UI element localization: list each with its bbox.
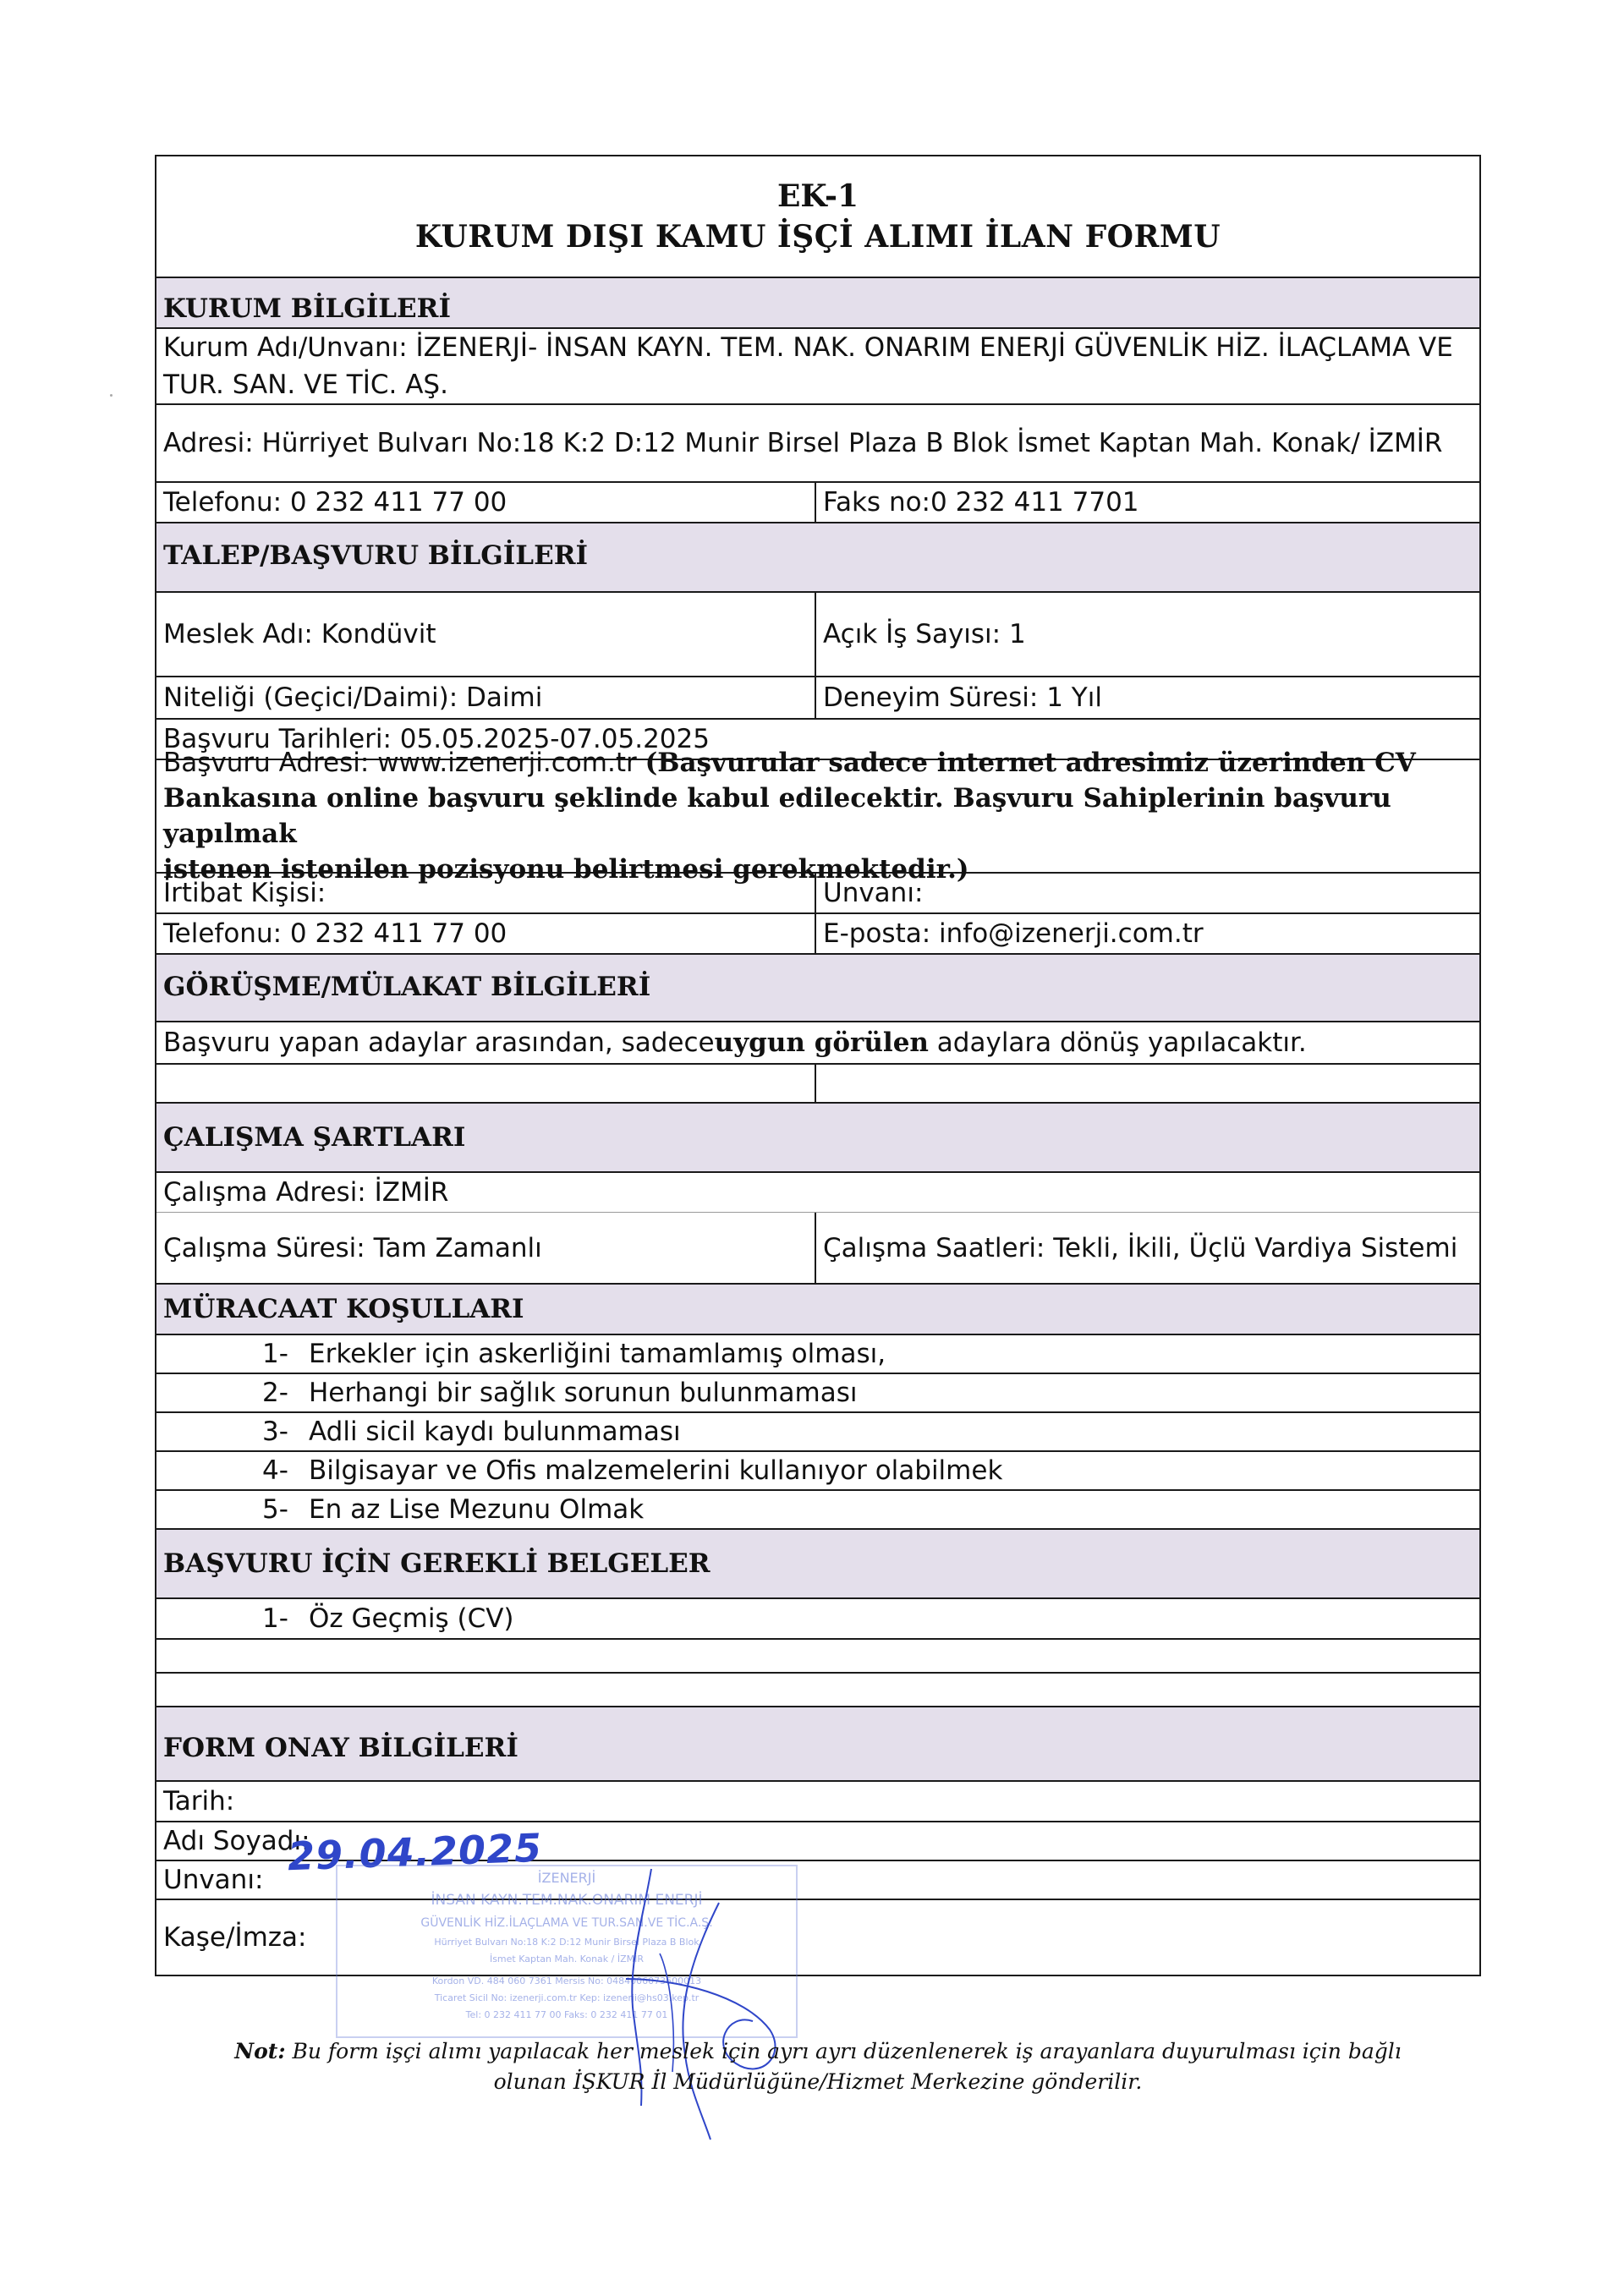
section-title-gorusme: GÖRÜŞME/MÜLAKAT BİLGİLERİ bbox=[156, 955, 1479, 1021]
stamp-line-7: Ticaret Sicil No: izenerji.com.tr Kep: izenerji@hs03.kep.tr bbox=[434, 1992, 700, 2003]
section-title-kurum: KURUM BİLGİLERİ bbox=[156, 278, 1479, 327]
muracaat-item-num: 3- bbox=[262, 1417, 288, 1447]
row-meslek bbox=[156, 593, 1479, 677]
muracaat-item-5 bbox=[156, 1491, 1479, 1530]
section-belgeler bbox=[156, 1530, 1479, 1599]
niteligi: Niteliği (Geçici/Daimi): Daimi bbox=[156, 677, 816, 718]
kurum-telefon: Telefonu: 0 232 411 77 00 bbox=[156, 483, 816, 522]
stamp-line-1: İZENERJİ bbox=[537, 1870, 596, 1886]
stamp-line-5: İsmet Kaptan Mah. Konak / İZMİR bbox=[489, 1954, 645, 1964]
note-label: Not: bbox=[234, 2039, 286, 2063]
footer-note bbox=[155, 2036, 1481, 2097]
section-kurum bbox=[156, 278, 1479, 329]
calisma-saatleri: Çalışma Saatleri: Tekli, İkili, Üçlü Vardiya Sistemi bbox=[823, 1232, 1458, 1263]
calisma-suresi: Çalışma Süresi: Tam Zamanlı bbox=[156, 1213, 816, 1283]
muracaat-item-3 bbox=[156, 1413, 1479, 1452]
belgeler-empty-row-1 bbox=[156, 1640, 1479, 1674]
row-kurum-adres bbox=[156, 405, 1479, 483]
irtibat-kisisi: İrtibat Kişisi: bbox=[156, 874, 816, 912]
basvuru-adresi-note-3: istenen istenilen pozisyonu belirtmesi gerekmektedir.) bbox=[163, 854, 969, 885]
irtibat-telefon: Telefonu: 0 232 411 77 00 bbox=[156, 914, 816, 953]
muracaat-item-text: En az Lise Mezunu Olmak bbox=[309, 1494, 645, 1525]
stamp-line-8: Tel: 0 232 411 77 00 Faks: 0 232 411 77 01 bbox=[465, 2009, 668, 2020]
row-irtibat-iletisim bbox=[156, 914, 1479, 955]
muracaat-item-num: 1- bbox=[262, 1339, 288, 1369]
row-gorusme-empty bbox=[156, 1065, 1479, 1104]
muracaat-item-text: Adli sicil kaydı bulunmaması bbox=[309, 1417, 681, 1447]
section-gorusme bbox=[156, 955, 1479, 1022]
onay-kase-label: Kaşe/İmza: bbox=[163, 1922, 307, 1953]
ilan-form bbox=[155, 155, 1481, 1976]
basvuru-adresi-note-2: Bankasına online başvuru şeklinde kabul edilecektir. Başvuru Sahiplerinin başvuru yapılmak bbox=[163, 783, 1391, 849]
form-header bbox=[156, 156, 1479, 278]
scan-speck bbox=[110, 394, 112, 397]
stamp-line-6: Kordon VD. 484 060 7361 Mersis No: 0484006073600013 bbox=[431, 1975, 702, 1986]
footer-note-line2: olunan İŞKUR İl Müdürlüğüne/Hizmet Merkezine gönderilir. bbox=[493, 2069, 1143, 2094]
gorusme-empty-right bbox=[816, 1065, 1479, 1102]
belgeler-item-num: 1- bbox=[262, 1603, 288, 1634]
kurum-adi-line1: Kurum Adı/Unvanı: İZENERJİ- İNSAN KAYN. TEM. NAK. ONARIM ENERJİ GÜVENLİK HİZ. İLAÇLAMA VE bbox=[163, 332, 1453, 363]
deneyim-suresi: Deneyim Süresi: 1 Yıl bbox=[823, 682, 1102, 713]
gorusme-text-bold: uygun görülen bbox=[714, 1027, 929, 1058]
muracaat-item-num: 2- bbox=[262, 1378, 288, 1408]
section-title-muracaat: MÜRACAAT KOŞULLARI bbox=[156, 1285, 1479, 1334]
irtibat-unvani: Unvanı: bbox=[823, 878, 924, 908]
muracaat-item-2 bbox=[156, 1374, 1479, 1413]
section-calisma bbox=[156, 1104, 1479, 1173]
muracaat-item-text: Bilgisayar ve Ofis malzemelerini kullanıyor olabilmek bbox=[309, 1455, 1003, 1486]
section-title-calisma: ÇALIŞMA ŞARTLARI bbox=[156, 1104, 1479, 1171]
basvuru-adresi-prefix: Başvuru Adresi: www.izenerji.com.tr bbox=[163, 748, 645, 778]
row-onay-tarih bbox=[156, 1782, 1479, 1822]
row-basvuru-adresi bbox=[156, 748, 1479, 885]
row-calisma-adres bbox=[156, 1173, 1479, 1212]
basvuru-adresi-cell bbox=[156, 748, 1479, 885]
onay-unvani-label: Unvanı: bbox=[163, 1865, 264, 1895]
meslek-adi: Meslek Adı: Kondüvit bbox=[156, 593, 816, 676]
belgeler-item-text: Öz Geçmiş (CV) bbox=[309, 1603, 514, 1634]
muracaat-item-4 bbox=[156, 1452, 1479, 1491]
muracaat-item-1 bbox=[156, 1335, 1479, 1374]
kurum-adi-cell bbox=[156, 329, 1479, 403]
belgeler-empty-row-2 bbox=[156, 1674, 1479, 1707]
muracaat-item-text: Erkekler için askerliğini tamamlamış olması, bbox=[309, 1339, 886, 1369]
stamp-line-4: Hürriyet Bulvarı No:18 K:2 D:12 Munir Birsel Plaza B Blok bbox=[434, 1937, 700, 1948]
gorusme-text-before: Başvuru yapan adaylar arasından, sadece bbox=[163, 1027, 715, 1058]
kurum-faks: Faks no:0 232 411 7701 bbox=[823, 487, 1139, 518]
row-calisma-sure bbox=[156, 1212, 1479, 1285]
handwritten-date: 29.04.2025 bbox=[287, 1824, 543, 1880]
basvuru-tarihleri: Başvuru Tarihleri: 05.05.2025-07.05.2025 bbox=[163, 724, 710, 754]
muracaat-item-num: 5- bbox=[262, 1494, 288, 1525]
gorusme-empty-left bbox=[156, 1065, 816, 1102]
row-irtibat bbox=[156, 874, 1479, 914]
section-title-belgeler: BAŞVURU İÇİN GEREKLİ BELGELER bbox=[156, 1530, 1479, 1597]
calisma-adresi: Çalışma Adresi: İZMİR bbox=[163, 1177, 449, 1208]
section-title-talep: TALEP/BAŞVURU BİLGİLERİ bbox=[156, 523, 1479, 591]
irtibat-eposta: E-posta: info@izenerji.com.tr bbox=[823, 918, 1204, 949]
gorusme-text-after: adaylara dönüş yapılacaktır. bbox=[928, 1027, 1307, 1058]
row-kurum-iletisim bbox=[156, 483, 1479, 523]
section-title-onay: FORM ONAY BİLGİLERİ bbox=[156, 1707, 1479, 1780]
belgeler-item-1 bbox=[156, 1599, 1479, 1640]
form-code: EK-1 bbox=[776, 178, 859, 214]
section-muracaat bbox=[156, 1285, 1479, 1335]
kurum-adres: Adresi: Hürriyet Bulvarı No:18 K:2 D:12 Munir Birsel Plaza B Blok İsmet Kaptan Mah. Konak/ İZMİR bbox=[163, 428, 1443, 458]
footer-note-line1 bbox=[155, 2036, 1481, 2067]
stamp-line-2: İNSAN KAYN.TEM.NAK.ONARIM ENERJİ bbox=[431, 1892, 703, 1909]
muracaat-item-text: Herhangi bir sağlık sorunun bulunmaması bbox=[309, 1378, 858, 1408]
gorusme-text bbox=[156, 1022, 1479, 1063]
onay-tarih-label: Tarih: bbox=[163, 1786, 235, 1817]
form-title: KURUM DIŞI KAMU İŞÇİ ALIMI İLAN FORMU bbox=[414, 219, 1221, 255]
basvuru-adresi-line1 bbox=[163, 745, 1416, 781]
onay-adi-soyadi-label: Adı Soyadı: bbox=[163, 1826, 310, 1856]
row-gorusme-text bbox=[156, 1022, 1479, 1065]
kurum-adi-line2: TUR. SAN. VE TİC. AŞ. bbox=[163, 370, 448, 400]
stamp-line-3: GÜVENLİK HİZ.İLAÇLAMA VE TUR.SAN.VE TİC.A.Ş. bbox=[420, 1916, 713, 1930]
section-onay bbox=[156, 1707, 1479, 1782]
signature bbox=[592, 1852, 812, 2148]
row-nitelik bbox=[156, 677, 1479, 720]
section-talep bbox=[156, 523, 1479, 593]
muracaat-item-num: 4- bbox=[262, 1455, 288, 1486]
basvuru-adresi-note-1: (Başvurular sadece internet adresimiz üzerinden CV bbox=[645, 748, 1416, 778]
note-line1-text: Bu form işçi alımı yapılacak her meslek için ayrı ayrı düzenlenerek iş arayanlara duyurulması için bağlı bbox=[285, 2039, 1402, 2063]
acik-is-sayisi: Açık İş Sayısı: 1 bbox=[823, 619, 1026, 649]
row-kurum-adi bbox=[156, 329, 1479, 405]
